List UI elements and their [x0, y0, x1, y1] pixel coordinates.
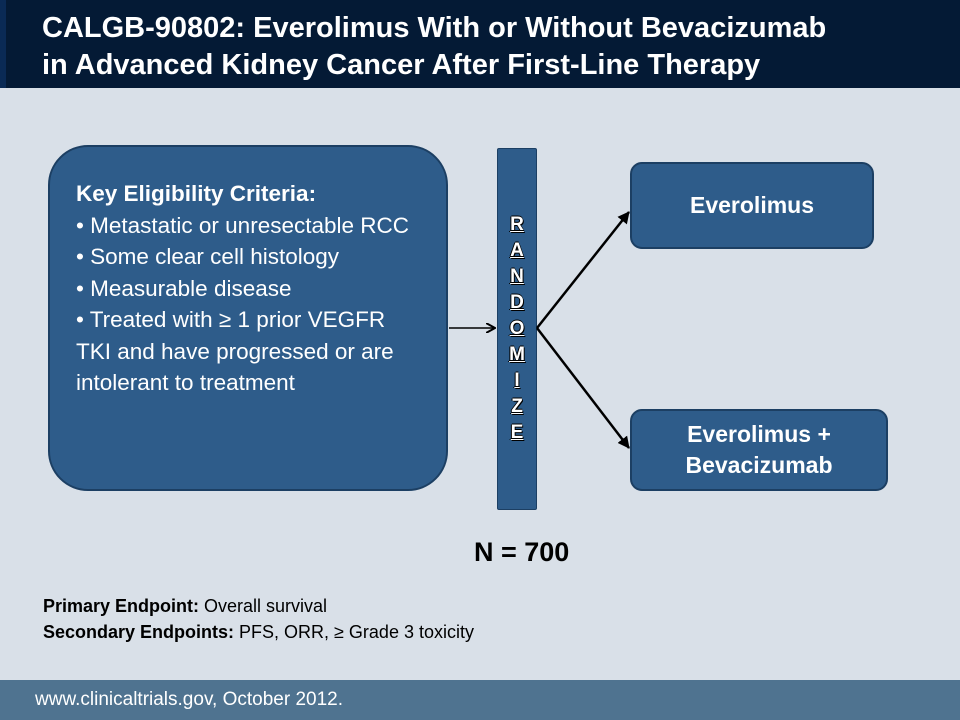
slide-title-line-1: CALGB-90802: Everolimus With or Without Bevacizumab: [42, 12, 827, 44]
randomize-letter: D: [510, 292, 524, 313]
title-bar: [0, 0, 960, 88]
slide-title-line-2: in Advanced Kidney Cancer After First-Line Therapy: [42, 49, 761, 81]
primary-endpoint-value: Overall survival: [199, 596, 328, 616]
arrow-to-combination: [537, 328, 629, 448]
arm-everolimus-label: Everolimus: [690, 192, 814, 218]
randomize-bar: [497, 148, 537, 510]
eligibility-item: • Some clear cell histology: [76, 244, 339, 269]
randomize-letter: E: [510, 422, 524, 443]
footer-bar: [0, 680, 960, 720]
secondary-endpoint-value: PFS, ORR, ≥ Grade 3 toxicity: [234, 622, 474, 642]
eligibility-item: • Measurable disease: [76, 275, 292, 301]
randomize-letter: M: [509, 344, 525, 365]
source-citation: www.clinicaltrials.gov, October 2012.: [35, 689, 343, 710]
eligibility-heading: Key Eligibility Criteria:: [76, 181, 317, 206]
eligibility-item: • Treated with ≥ 1 prior VEGFR TKI and have progressed or are intolerant to treatment: [76, 307, 394, 395]
sample-size-label: N = 700: [474, 537, 570, 567]
randomize-letter: N: [510, 266, 524, 287]
endpoints-block: [43, 593, 474, 645]
eligibility-criteria-box: [48, 145, 448, 491]
randomize-letter: A: [510, 240, 524, 261]
randomize-letter: I: [514, 370, 520, 391]
eligibility-item: • Metastatic or unresectable RCC: [76, 212, 410, 238]
primary-endpoint-label: Primary Endpoint:: [43, 596, 200, 616]
arm-everolimus-bevacizumab-box: [630, 409, 888, 491]
secondary-endpoint-row: [43, 619, 474, 645]
secondary-endpoint-label: Secondary Endpoints:: [43, 622, 235, 642]
arm-everolimus-box: [630, 162, 874, 249]
primary-endpoint-row: [43, 593, 474, 619]
slide-title: [42, 10, 952, 84]
randomize-letter: Z: [511, 396, 523, 417]
arrow-to-everolimus: [537, 212, 629, 328]
arm-combo-label-line-1: Everolimus +: [687, 421, 831, 447]
arm-combo-label-line-2: Bevacizumab: [685, 452, 833, 478]
randomize-letter: O: [509, 318, 525, 339]
randomize-letter: R: [510, 214, 524, 235]
